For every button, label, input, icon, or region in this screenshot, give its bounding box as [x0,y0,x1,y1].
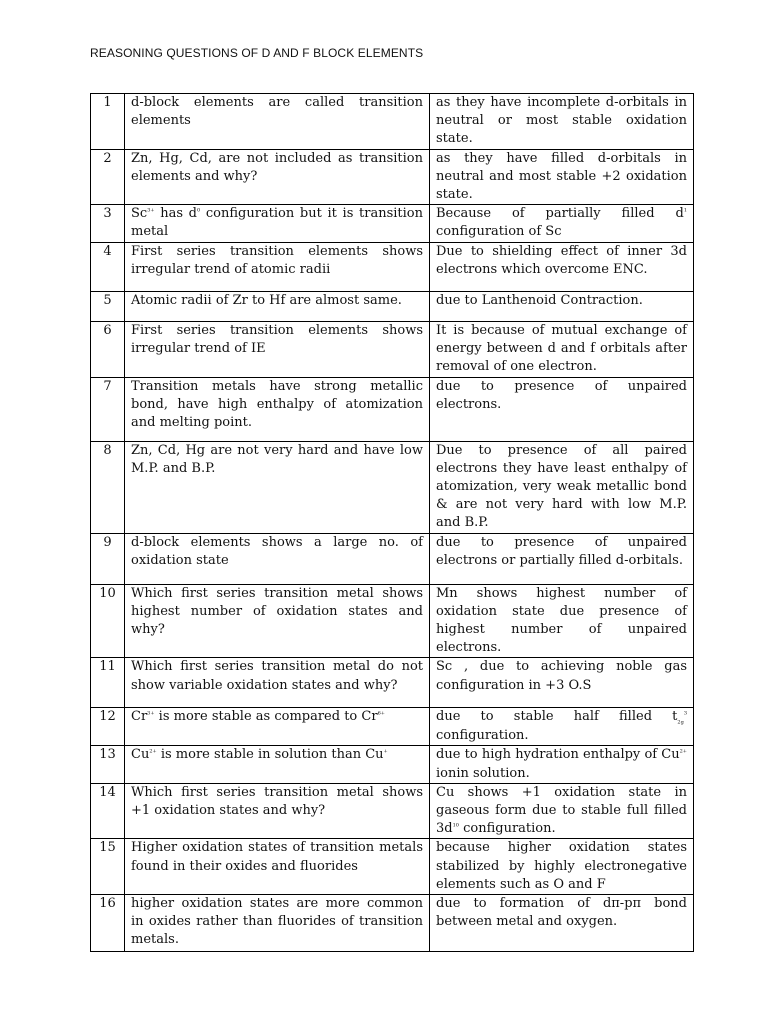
answer-text: configuration of Sc [436,224,562,240]
table-row [91,149,694,205]
answer-cell: as they have incomplete d-orbitals in neutral or most stable oxidation state. [430,94,694,150]
question-text: Cr [131,709,148,725]
row-number: 6 [91,321,125,377]
question-cell [125,708,430,746]
document-title: REASONING QUESTIONS OF D AND F BLOCK ELEMENTS [90,46,424,60]
answer-cell [430,708,694,746]
answer-text: ionin solution. [436,765,530,781]
table-row [91,895,694,952]
superscript: 3+ [147,711,155,718]
answer-text: Because of partially filled d [436,206,684,222]
answer-text: due to high hydration enthalpy of Cu [436,747,680,763]
question-cell: Which first series transition metal do not show variable oxidation states and why? [125,658,430,708]
table-row [91,291,694,321]
answer-cell: due to Lanthenoid Contraction. [430,291,694,321]
row-number: 3 [91,205,125,242]
superscript: 0 [197,207,201,214]
superscript: + [383,749,388,756]
table-row [91,839,694,895]
row-number: 4 [91,242,125,291]
question-cell: d-block elements are called transition elements [125,94,430,150]
table-row [91,441,694,533]
table-row [91,321,694,377]
row-number: 2 [91,149,125,205]
table-row [91,746,694,783]
question-cell: Atomic radii of Zr to Hf are almost same. [125,291,430,321]
answer-cell [430,746,694,783]
table-row [91,205,694,242]
table-row [91,584,694,658]
question-text: Sc [131,206,148,222]
question-text: has d [154,206,198,222]
answer-cell: Sc , due to achieving noble gas configuration in +3 O.S [430,658,694,708]
question-cell: First series transition elements shows irregular trend of IE [125,321,430,377]
answer-text: due to stable half filled t [436,709,678,725]
table-row [91,94,694,150]
row-number: 8 [91,441,125,533]
row-number: 7 [91,377,125,441]
superscript: 3+ [147,207,155,214]
question-cell: Higher oxidation states of transition metals found in their oxides and fluorides [125,839,430,895]
table-row [91,708,694,746]
superscript: 1 [683,207,687,214]
superscript: 6+ [377,711,385,718]
question-cell: Transition metals have strong metallic bond, have high enthalpy of atomization and melting point. [125,377,430,441]
answer-cell [430,205,694,242]
row-number: 13 [91,746,125,783]
question-cell: d-block elements shows a large no. of oxidation state [125,533,430,584]
superscript: 3 [683,711,687,718]
answer-cell: due to formation of dπ-pπ bond between metal and oxygen. [430,895,694,952]
superscript: 2+ [149,749,157,756]
row-number: 15 [91,839,125,895]
answer-cell: due to presence of unpaired electrons or partially filled d-orbitals. [430,533,694,584]
answer-cell: due to presence of unpaired electrons. [430,377,694,441]
subscript: 2g [677,720,684,727]
answer-text: configuration. [436,727,529,743]
answer-cell: Due to shielding effect of inner 3d electrons which overcome ENC. [430,242,694,291]
reasoning-table [90,93,694,952]
answer-cell: Mn shows highest number of oxidation state due presence of highest number of unpaired electrons. [430,584,694,658]
question-cell: Which first series transition metal shows +1 oxidation states and why? [125,783,430,839]
row-number: 5 [91,291,125,321]
question-cell [125,746,430,783]
superscript: 2+ [679,749,687,756]
answer-cell [430,783,694,839]
table-row [91,658,694,708]
question-text: configuration but it is transition metal [131,206,424,240]
question-text: is more stable in solution than Cu [156,747,384,763]
row-number: 10 [91,584,125,658]
answer-cell: because higher oxidation states stabilized by highly electronegative elements such as O and F [430,839,694,895]
row-number: 14 [91,783,125,839]
answer-cell: as they have filled d-orbitals in neutral and most stable +2 oxidation state. [430,149,694,205]
answer-cell: Due to presence of all paired electrons they have least enthalpy of atomization, very weak metallic bond & are not very hard with low M.P. and B.P. [430,441,694,533]
table-row [91,377,694,441]
question-cell: higher oxidation states are more common in oxides rather than fluorides of transition metals. [125,895,430,952]
question-cell: Which first series transition metal shows highest number of oxidation states and why? [125,584,430,658]
question-cell [125,205,430,242]
row-number: 1 [91,94,125,150]
question-cell: First series transition elements shows irregular trend of atomic radii [125,242,430,291]
table-row [91,242,694,291]
answer-cell: It is because of mutual exchange of energy between d and f orbitals after removal of one electron. [430,321,694,377]
question-cell: Zn, Hg, Cd, are not included as transition elements and why? [125,149,430,205]
superscript: 10 [452,822,459,829]
question-text: is more stable as compared to Cr [154,709,378,725]
question-text: Cu [131,747,150,763]
row-number: 9 [91,533,125,584]
question-cell: Zn, Cd, Hg are not very hard and have low M.P. and B.P. [125,441,430,533]
row-number: 16 [91,895,125,952]
table-row [91,533,694,584]
table-row [91,783,694,839]
answer-text: Cu shows +1 oxidation state in gaseous form due to stable full filled 3d [436,784,687,837]
row-number: 12 [91,708,125,746]
row-number: 11 [91,658,125,708]
answer-text: configuration. [458,821,556,837]
